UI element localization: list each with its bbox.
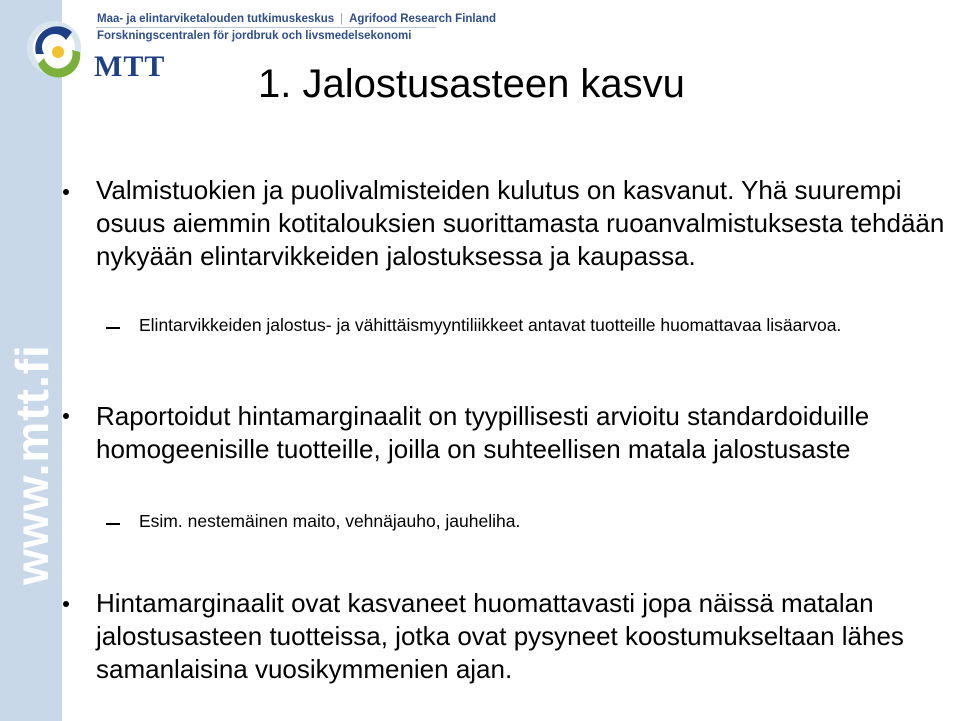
bullet-icon [63,413,69,419]
bullet-text-1: Valmistuokien ja puolivalmisteiden kulutus on kasvanut. Yhä suurempi osuus aiemmin kotitalouksien suorittamasta ruoanvalmistuksesta tehdään nykyään elintarvikkeiden jalostuksessa ja kaupassa. [96,175,945,271]
dash-icon [106,327,120,329]
bullet-text-3: Hintamarginaalit ovat kasvaneet huomattavasti jopa näissä matalan jalostusasteen tuotteissa, jotka ovat pysyneet koostumukseltaan lähes samanlaisina vuosikymmenien ajan. [96,588,904,684]
sub-bullet-text-2: Esim. nestemäinen maito, vehnäjauho, jauheliha. [139,511,521,531]
org-separator: | [340,13,344,25]
org-name-line1 [97,13,496,25]
bullet-icon [63,601,69,607]
mtt-logo-text: MTT [94,50,166,83]
sidebar-url-text: www.mtt.fi [6,344,58,585]
org-name-line2: Forskningscentralen för jordbruk och livsmedelsekonomi [97,30,412,42]
org-divider [96,27,436,28]
sub-bullet-text-1: Elintarvikkeiden jalostus- ja vähittäismyyntiliikkeet antavat tuotteille huomattavaa lisäarvoa. [139,315,842,335]
bullet-text-2: Raportoidut hintamarginaalit on tyypillisesti arvioitu standardoiduille homogeenisille tuotteille, joilla on suhteellisen matala jalostusaste [96,401,870,464]
bullet-icon [63,189,69,195]
org-name-en: Agrifood Research Finland [349,13,497,25]
mtt-logo-icon [22,14,102,94]
org-name-fi: Maa- ja elintarviketalouden tutkimuskeskus [97,13,335,25]
left-sidebar-band [0,0,62,721]
slide-title: 1. Jalostusasteen kasvu [258,62,685,106]
dash-icon [106,523,120,525]
